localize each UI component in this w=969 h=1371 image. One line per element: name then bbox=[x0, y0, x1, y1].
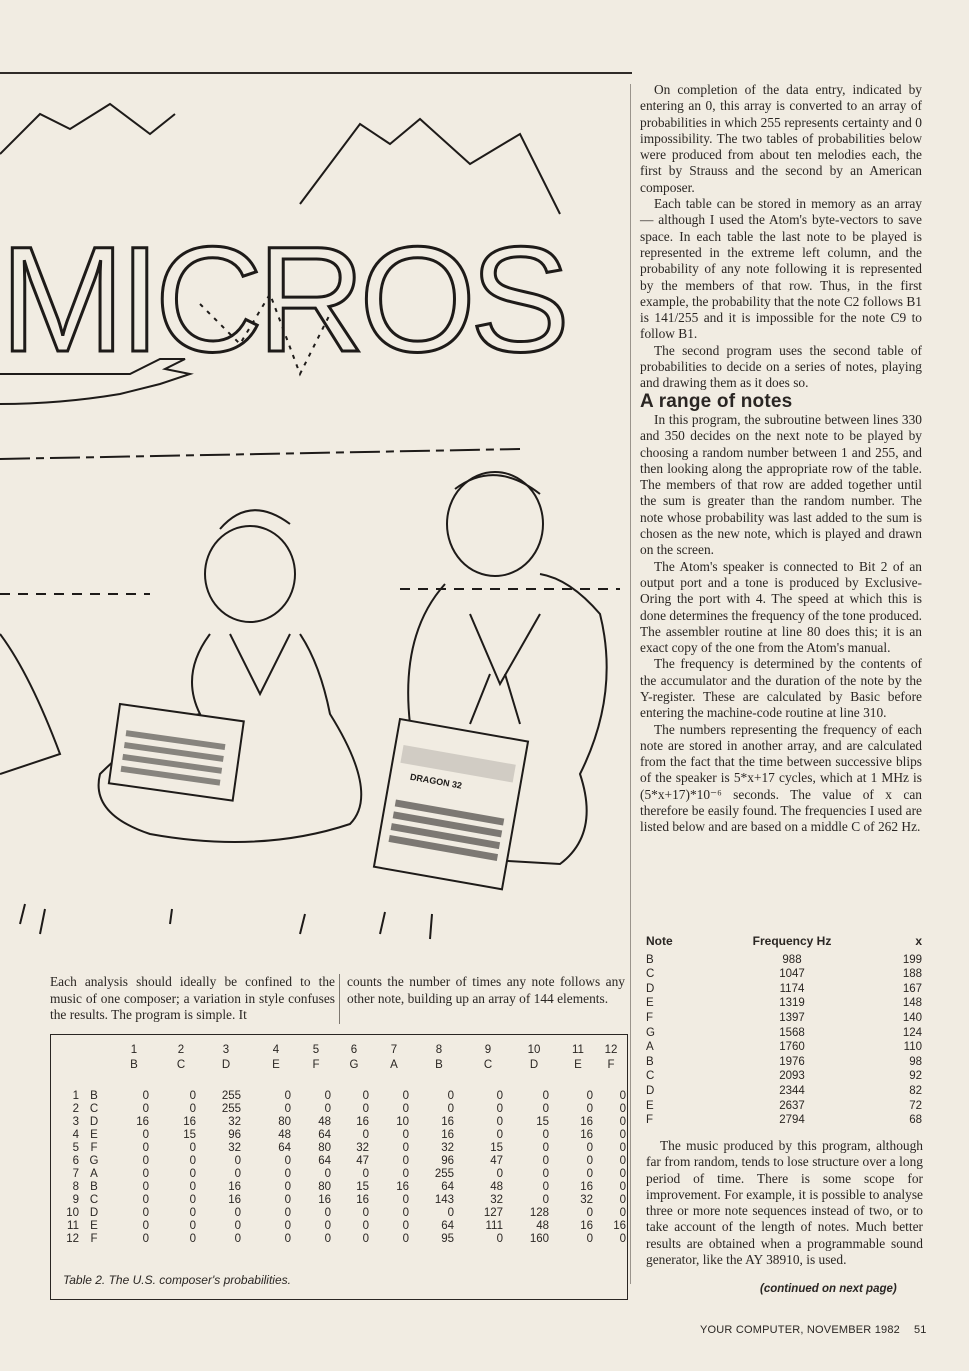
freq-x: 188 bbox=[902, 968, 922, 981]
row-number: 10 bbox=[66, 1207, 79, 1219]
table-cell: 0 bbox=[284, 1181, 291, 1193]
table-cell: 0 bbox=[586, 1090, 593, 1102]
table-cell: 0 bbox=[402, 1233, 409, 1245]
table-cell: 0 bbox=[324, 1103, 331, 1115]
table-cell: 0 bbox=[586, 1103, 593, 1115]
table-cell: 16 bbox=[441, 1129, 454, 1141]
table-cell: 0 bbox=[496, 1233, 503, 1245]
row-number: 6 bbox=[72, 1155, 79, 1167]
table-cell: 16 bbox=[228, 1181, 241, 1193]
column-divider bbox=[630, 84, 631, 1284]
freq-note: D bbox=[646, 1084, 655, 1097]
table-cell: 0 bbox=[542, 1181, 549, 1193]
table-cell: 0 bbox=[362, 1090, 369, 1102]
table-cell: 0 bbox=[142, 1142, 149, 1154]
table-cell: 64 bbox=[441, 1181, 454, 1193]
table-cell: 0 bbox=[142, 1233, 149, 1245]
caption-divider bbox=[339, 974, 340, 1024]
table-cell: 0 bbox=[284, 1207, 291, 1219]
row-note: G bbox=[89, 1155, 99, 1167]
table-row bbox=[51, 1233, 627, 1246]
table-cell: 15 bbox=[356, 1181, 369, 1193]
table-row bbox=[51, 1129, 627, 1142]
frequency-row bbox=[646, 953, 926, 968]
table-cell: 0 bbox=[402, 1129, 409, 1141]
freq-hz: 1760 bbox=[779, 1041, 805, 1054]
page-footer bbox=[700, 1324, 927, 1336]
table-cell: 0 bbox=[189, 1181, 196, 1193]
column-note: C bbox=[483, 1059, 493, 1071]
frequency-row bbox=[646, 1040, 926, 1055]
table-cell: 0 bbox=[189, 1220, 196, 1232]
table-cell: 0 bbox=[362, 1220, 369, 1232]
table-cell: 96 bbox=[228, 1129, 241, 1141]
table-cell: 16 bbox=[356, 1116, 369, 1128]
table-cell: 0 bbox=[542, 1155, 549, 1167]
paragraph: The frequency is determined by the contents of the accumulator and the duration of the note by the Y-register. These are calculated by Basic before entering the machine-code routine at line 310. bbox=[640, 656, 922, 721]
table-cell: 64 bbox=[278, 1142, 291, 1154]
column-note: F bbox=[312, 1059, 320, 1071]
freq-hz: 2344 bbox=[779, 1084, 805, 1097]
row-note: D bbox=[89, 1207, 99, 1219]
table-cell: 0 bbox=[142, 1129, 149, 1141]
table-cell: 0 bbox=[619, 1155, 626, 1167]
table-cell: 0 bbox=[586, 1233, 593, 1245]
table-cell: 16 bbox=[580, 1220, 593, 1232]
row-note: A bbox=[90, 1168, 98, 1180]
table-cell: 0 bbox=[542, 1194, 549, 1206]
frequency-row bbox=[646, 967, 926, 982]
frequency-row bbox=[646, 1099, 926, 1114]
table-cell: 0 bbox=[234, 1155, 241, 1167]
freq-hz: 1568 bbox=[779, 1026, 805, 1039]
table-cell: 0 bbox=[542, 1090, 549, 1102]
row-number: 2 bbox=[72, 1103, 79, 1115]
table-cell: 64 bbox=[441, 1220, 454, 1232]
paragraph: The Atom's speaker is connected to Bit 2 of an output port and a tone is produced by Exclusive-Oring the port with 4. The speed at which this is done determines the frequency of the tone produced. The assembler routine at line 80 does this; it is an exact copy of the one from the Atom's manual. bbox=[640, 558, 922, 656]
freq-hz: 2637 bbox=[779, 1099, 805, 1112]
headline: MICROS bbox=[0, 215, 564, 383]
continued-note: (continued on next page) bbox=[760, 1283, 897, 1295]
freq-x: 82 bbox=[909, 1084, 922, 1097]
frequency-row bbox=[646, 1011, 926, 1026]
frequency-table bbox=[646, 934, 926, 1128]
frequency-row bbox=[646, 1026, 926, 1041]
column-header bbox=[166, 1043, 196, 1073]
table-cell: 0 bbox=[142, 1103, 149, 1115]
table-cell: 0 bbox=[189, 1207, 196, 1219]
table-cell: 0 bbox=[324, 1090, 331, 1102]
freq-note: A bbox=[646, 1041, 654, 1054]
table-cell: 0 bbox=[189, 1142, 196, 1154]
row-note: E bbox=[90, 1129, 98, 1141]
column-note: A bbox=[390, 1059, 398, 1071]
table-cell: 48 bbox=[490, 1181, 503, 1193]
table-cell: 0 bbox=[402, 1194, 409, 1206]
column-note: C bbox=[176, 1059, 186, 1071]
freq-note: D bbox=[646, 982, 655, 995]
table-cell: 0 bbox=[402, 1090, 409, 1102]
table-cell: 0 bbox=[284, 1155, 291, 1167]
paragraph: Each table can be stored in memory as an array — although I used the Atom's byte-vectors to save space. In each table the last note to be played is represented in the extreme left column, and the probability of any note following it is represented by the members of that row. Thus, in the first example, the probability that the note C2 follows B1 is 141/255 and it is impossible for the note C9 to follow B1. bbox=[640, 196, 922, 342]
table-cell: 32 bbox=[490, 1194, 503, 1206]
table-cell: 143 bbox=[434, 1194, 454, 1206]
table-cell: 95 bbox=[441, 1233, 454, 1245]
table-cell: 0 bbox=[402, 1220, 409, 1232]
paragraph: The music produced by this program, although far from random, tends to lose structure over a long period of time. There is some scope for improvement. For example, it is possible to analyse three or more note sequences instead of two, or to take account of the length of notes. Much better results are obtained when a programmable sound generator, like the AY 38910, is used. bbox=[646, 1138, 923, 1268]
freq-x: 199 bbox=[902, 953, 922, 966]
column-note: D bbox=[221, 1059, 231, 1071]
table-cell: 0 bbox=[324, 1207, 331, 1219]
freq-note: B bbox=[646, 953, 654, 966]
table-cell: 0 bbox=[619, 1194, 626, 1206]
table-cell: 48 bbox=[278, 1129, 291, 1141]
table-cell: 0 bbox=[496, 1090, 503, 1102]
table-cell: 0 bbox=[619, 1207, 626, 1219]
column-number: 4 bbox=[272, 1044, 280, 1056]
table-cell: 0 bbox=[189, 1233, 196, 1245]
table-cell: 0 bbox=[142, 1155, 149, 1167]
table-cell: 64 bbox=[318, 1155, 331, 1167]
table-cell: 0 bbox=[586, 1168, 593, 1180]
table-cell: 16 bbox=[613, 1220, 626, 1232]
freq-hz: 1976 bbox=[779, 1055, 805, 1068]
freq-x: 68 bbox=[909, 1114, 922, 1127]
table-cell: 0 bbox=[189, 1155, 196, 1167]
paragraph: On completion of the data entry, indicated by entering an 0, this array is converted to an array of probabilities in which 255 represents certainty and 0 impossibility. The two tables of probabilities below were produced from about ten melodies each, the first by Strauss and the second by an American composer. bbox=[640, 82, 922, 195]
table-cell: 32 bbox=[228, 1116, 241, 1128]
row-number: 12 bbox=[66, 1233, 79, 1245]
column-number: 9 bbox=[484, 1044, 492, 1056]
column-note: F bbox=[607, 1059, 615, 1071]
table-cell: 0 bbox=[619, 1116, 626, 1128]
row-note: C bbox=[89, 1194, 99, 1206]
frequency-row bbox=[646, 982, 926, 997]
table-cell: 0 bbox=[284, 1090, 291, 1102]
table-cell: 0 bbox=[324, 1233, 331, 1245]
freq-x: 98 bbox=[909, 1055, 922, 1068]
table-cell: 0 bbox=[362, 1103, 369, 1115]
frequency-row bbox=[646, 1084, 926, 1099]
table-row bbox=[51, 1194, 627, 1207]
table-cell: 0 bbox=[619, 1103, 626, 1115]
freq-hz: 1047 bbox=[779, 968, 805, 981]
table-cell: 32 bbox=[228, 1142, 241, 1154]
table-cell: 32 bbox=[441, 1142, 454, 1154]
paragraph: In this program, the subroutine between lines 330 and 350 decides on the next note to be played by choosing a random number between 1 and 255, and then looking along the appropriate row of the table. The members of that row are added together until the sum is greater than the random number. The note whose probability was last added to the sum is chosen as the new note, which is played and drawn on the screen. bbox=[640, 411, 922, 558]
table-cell: 127 bbox=[483, 1207, 503, 1219]
table-cell: 111 bbox=[485, 1220, 503, 1232]
table-cell: 0 bbox=[619, 1181, 626, 1193]
header-note: Note bbox=[646, 934, 673, 948]
column-note: B bbox=[130, 1059, 138, 1071]
freq-x: 110 bbox=[903, 1041, 922, 1054]
column-number: 2 bbox=[177, 1044, 185, 1056]
table-cell: 0 bbox=[362, 1168, 369, 1180]
table-cell: 0 bbox=[496, 1116, 503, 1128]
table-row bbox=[51, 1116, 627, 1129]
freq-hz: 1397 bbox=[779, 1011, 805, 1024]
row-note: E bbox=[90, 1220, 98, 1232]
right-column-continued bbox=[646, 1138, 923, 1268]
table-cell: 0 bbox=[586, 1207, 593, 1219]
freq-hz: 988 bbox=[782, 953, 802, 966]
table-cell: 0 bbox=[142, 1207, 149, 1219]
row-note: D bbox=[89, 1116, 99, 1128]
table-cell: 16 bbox=[228, 1194, 241, 1206]
freq-note: B bbox=[646, 1055, 654, 1068]
table-row bbox=[51, 1168, 627, 1181]
column-number: 5 bbox=[312, 1044, 320, 1056]
table-cell: 0 bbox=[234, 1207, 241, 1219]
table-row bbox=[51, 1103, 627, 1116]
table-cell: 0 bbox=[447, 1207, 454, 1219]
table-cell: 0 bbox=[542, 1142, 549, 1154]
table-cell: 0 bbox=[189, 1103, 196, 1115]
table-cell: 0 bbox=[284, 1194, 291, 1206]
intro-text-left: Each analysis should ideally be confined to the music of one composer; a variation in style confuses the results. The program is simple. It bbox=[50, 974, 335, 1023]
table-cell: 0 bbox=[142, 1181, 149, 1193]
freq-x: 148 bbox=[902, 997, 922, 1010]
table-cell: 10 bbox=[396, 1116, 409, 1128]
freq-note: F bbox=[646, 1114, 654, 1127]
table-cell: 0 bbox=[284, 1220, 291, 1232]
table-cell: 0 bbox=[496, 1129, 503, 1141]
table-cell: 0 bbox=[362, 1129, 369, 1141]
table-cell: 16 bbox=[396, 1181, 409, 1193]
table-cell: 15 bbox=[183, 1129, 196, 1141]
freq-note: C bbox=[646, 1070, 655, 1083]
table-cell: 0 bbox=[586, 1155, 593, 1167]
table-cell: 0 bbox=[402, 1142, 409, 1154]
column-header bbox=[473, 1043, 503, 1073]
table-cell: 16 bbox=[580, 1181, 593, 1193]
table-cell: 0 bbox=[284, 1103, 291, 1115]
table-cell: 80 bbox=[318, 1181, 331, 1193]
column-number: 6 bbox=[350, 1044, 358, 1056]
table-cell: 0 bbox=[142, 1194, 149, 1206]
column-note: D bbox=[529, 1059, 539, 1071]
table-cell: 0 bbox=[284, 1168, 291, 1180]
table-cell: 47 bbox=[356, 1155, 369, 1167]
publication-info: YOUR COMPUTER, NOVEMBER 1982 bbox=[700, 1324, 900, 1336]
table-cell: 64 bbox=[318, 1129, 331, 1141]
row-number: 8 bbox=[72, 1181, 79, 1193]
freq-note: F bbox=[646, 1011, 654, 1024]
table-cell: 0 bbox=[324, 1220, 331, 1232]
table-cell: 48 bbox=[318, 1116, 331, 1128]
column-number: 11 bbox=[572, 1044, 584, 1056]
column-header bbox=[596, 1043, 626, 1073]
column-header bbox=[379, 1043, 409, 1073]
column-header bbox=[261, 1043, 291, 1073]
table-cell: 80 bbox=[318, 1142, 331, 1154]
frequency-row bbox=[646, 1113, 926, 1128]
row-number: 1 bbox=[72, 1090, 79, 1102]
table-cell: 0 bbox=[142, 1220, 149, 1232]
table-cell: 0 bbox=[447, 1090, 454, 1102]
right-column bbox=[640, 82, 922, 836]
table-cell: 47 bbox=[490, 1155, 503, 1167]
column-header bbox=[301, 1043, 331, 1073]
table-cell: 80 bbox=[278, 1116, 291, 1128]
column-header bbox=[211, 1043, 241, 1073]
table-caption: Table 2. The U.S. composer's probabilities. bbox=[63, 1273, 291, 1287]
table-cell: 0 bbox=[542, 1129, 549, 1141]
page-number: 51 bbox=[913, 1324, 927, 1336]
column-note: G bbox=[349, 1059, 359, 1071]
table-row bbox=[51, 1155, 627, 1168]
frequency-row bbox=[646, 1069, 926, 1084]
row-number: 5 bbox=[72, 1142, 79, 1154]
table-row bbox=[51, 1181, 627, 1194]
table-cell: 0 bbox=[402, 1155, 409, 1167]
freq-note: G bbox=[646, 1026, 655, 1039]
header-frequency: Frequency Hz bbox=[752, 934, 832, 948]
table-row bbox=[51, 1142, 627, 1155]
table-cell: 0 bbox=[142, 1090, 149, 1102]
table-cell: 0 bbox=[402, 1168, 409, 1180]
freq-x: 140 bbox=[902, 1011, 922, 1024]
table-cell: 0 bbox=[619, 1090, 626, 1102]
table-cell: 0 bbox=[284, 1233, 291, 1245]
table-cell: 0 bbox=[402, 1103, 409, 1115]
table-row bbox=[51, 1220, 627, 1233]
table-cell: 32 bbox=[580, 1194, 593, 1206]
column-header bbox=[424, 1043, 454, 1073]
section-heading: A range of notes bbox=[640, 390, 793, 412]
freq-note: E bbox=[646, 997, 654, 1010]
row-note: B bbox=[90, 1181, 98, 1193]
paragraph: The numbers representing the frequency of each note are stored in another array, and are calculated from the fact that the time between successive blips of the speaker is 5*x+17 cycles, which at 1 MHz is (5*x+17)*10⁻⁶ seconds. The value of x can therefore be easily found. The frequencies I used are listed below and are based on a middle C of 262 Hz. bbox=[640, 721, 922, 835]
table-cell: 255 bbox=[434, 1168, 454, 1180]
table-cell: 16 bbox=[183, 1116, 196, 1128]
column-number: 10 bbox=[527, 1044, 541, 1056]
freq-hz: 1174 bbox=[779, 982, 805, 995]
table-cell: 0 bbox=[189, 1194, 196, 1206]
freq-hz: 1319 bbox=[779, 997, 805, 1010]
freq-note: C bbox=[646, 968, 655, 981]
illustration-drawing bbox=[0, 74, 630, 954]
table-cell: 0 bbox=[402, 1207, 409, 1219]
table-cell: 0 bbox=[496, 1103, 503, 1115]
table-cell: 255 bbox=[221, 1103, 241, 1115]
table-cell: 16 bbox=[356, 1194, 369, 1206]
table-cell: 96 bbox=[441, 1155, 454, 1167]
column-header bbox=[563, 1043, 593, 1073]
row-note: F bbox=[90, 1233, 98, 1245]
table-row bbox=[51, 1090, 627, 1103]
row-number: 11 bbox=[67, 1220, 79, 1232]
paragraph: The second program uses the second table of probabilities to decide on a series of notes, playing and drawing them as it does so. bbox=[640, 342, 922, 391]
table-cell: 0 bbox=[234, 1233, 241, 1245]
table-cell: 16 bbox=[580, 1116, 593, 1128]
row-number: 3 bbox=[72, 1116, 79, 1128]
column-number: 3 bbox=[222, 1044, 230, 1056]
column-number: 1 bbox=[130, 1044, 138, 1056]
table-cell: 0 bbox=[234, 1220, 241, 1232]
table-cell: 0 bbox=[619, 1168, 626, 1180]
table-cell: 0 bbox=[234, 1168, 241, 1180]
table-cell: 0 bbox=[324, 1168, 331, 1180]
computer-label: DRAGON 32 bbox=[409, 771, 463, 791]
probability-table bbox=[50, 1034, 628, 1300]
table-cell: 0 bbox=[496, 1168, 503, 1180]
freq-x: 92 bbox=[909, 1070, 922, 1083]
header-x: x bbox=[915, 934, 922, 948]
table-cell: 0 bbox=[542, 1168, 549, 1180]
table-cell: 16 bbox=[318, 1194, 331, 1206]
table-cell: 16 bbox=[580, 1129, 593, 1141]
table-cell: 0 bbox=[189, 1090, 196, 1102]
freq-x: 124 bbox=[902, 1026, 922, 1039]
column-note: E bbox=[272, 1059, 280, 1071]
table-cell: 15 bbox=[536, 1116, 549, 1128]
column-note: E bbox=[574, 1059, 582, 1071]
table-cell: 15 bbox=[490, 1142, 503, 1154]
column-number: 8 bbox=[435, 1044, 443, 1056]
row-note: C bbox=[89, 1103, 99, 1115]
table-cell: 16 bbox=[441, 1116, 454, 1128]
table-cell: 32 bbox=[356, 1142, 369, 1154]
frequency-table-header bbox=[646, 934, 926, 949]
frequency-row bbox=[646, 1055, 926, 1070]
table-cell: 128 bbox=[529, 1207, 549, 1219]
illustration bbox=[0, 74, 630, 954]
row-number: 7 bbox=[72, 1168, 79, 1180]
freq-hz: 2794 bbox=[779, 1114, 805, 1127]
table-cell: 48 bbox=[536, 1220, 549, 1232]
column-header bbox=[519, 1043, 549, 1073]
freq-hz: 2093 bbox=[779, 1070, 805, 1083]
table-row bbox=[51, 1207, 627, 1220]
table-cell: 0 bbox=[189, 1168, 196, 1180]
freq-x: 167 bbox=[902, 982, 922, 995]
column-number: 7 bbox=[390, 1044, 398, 1056]
table-cell: 0 bbox=[619, 1142, 626, 1154]
table-cell: 0 bbox=[619, 1233, 626, 1245]
table-cell: 160 bbox=[529, 1233, 549, 1245]
row-number: 4 bbox=[72, 1129, 79, 1141]
table-cell: 0 bbox=[362, 1233, 369, 1245]
column-note: B bbox=[435, 1059, 443, 1071]
table-cell: 255 bbox=[221, 1090, 241, 1102]
row-note: F bbox=[90, 1142, 98, 1154]
table-cell: 16 bbox=[136, 1116, 149, 1128]
row-number: 9 bbox=[72, 1194, 79, 1206]
table-cell: 0 bbox=[447, 1103, 454, 1115]
table-cell: 0 bbox=[142, 1168, 149, 1180]
table-cell: 0 bbox=[619, 1129, 626, 1141]
freq-note: E bbox=[646, 1099, 654, 1112]
frequency-row bbox=[646, 996, 926, 1011]
table-cell: 0 bbox=[542, 1103, 549, 1115]
intro-text-right: counts the number of times any note follows any other note, building up an array of 144 elements. bbox=[347, 974, 625, 1006]
column-number: 12 bbox=[604, 1044, 618, 1056]
row-note: B bbox=[90, 1090, 98, 1102]
column-header bbox=[119, 1043, 149, 1073]
freq-x: 72 bbox=[909, 1099, 922, 1112]
column-header bbox=[339, 1043, 369, 1073]
table-cell: 0 bbox=[362, 1207, 369, 1219]
table-cell: 0 bbox=[586, 1142, 593, 1154]
